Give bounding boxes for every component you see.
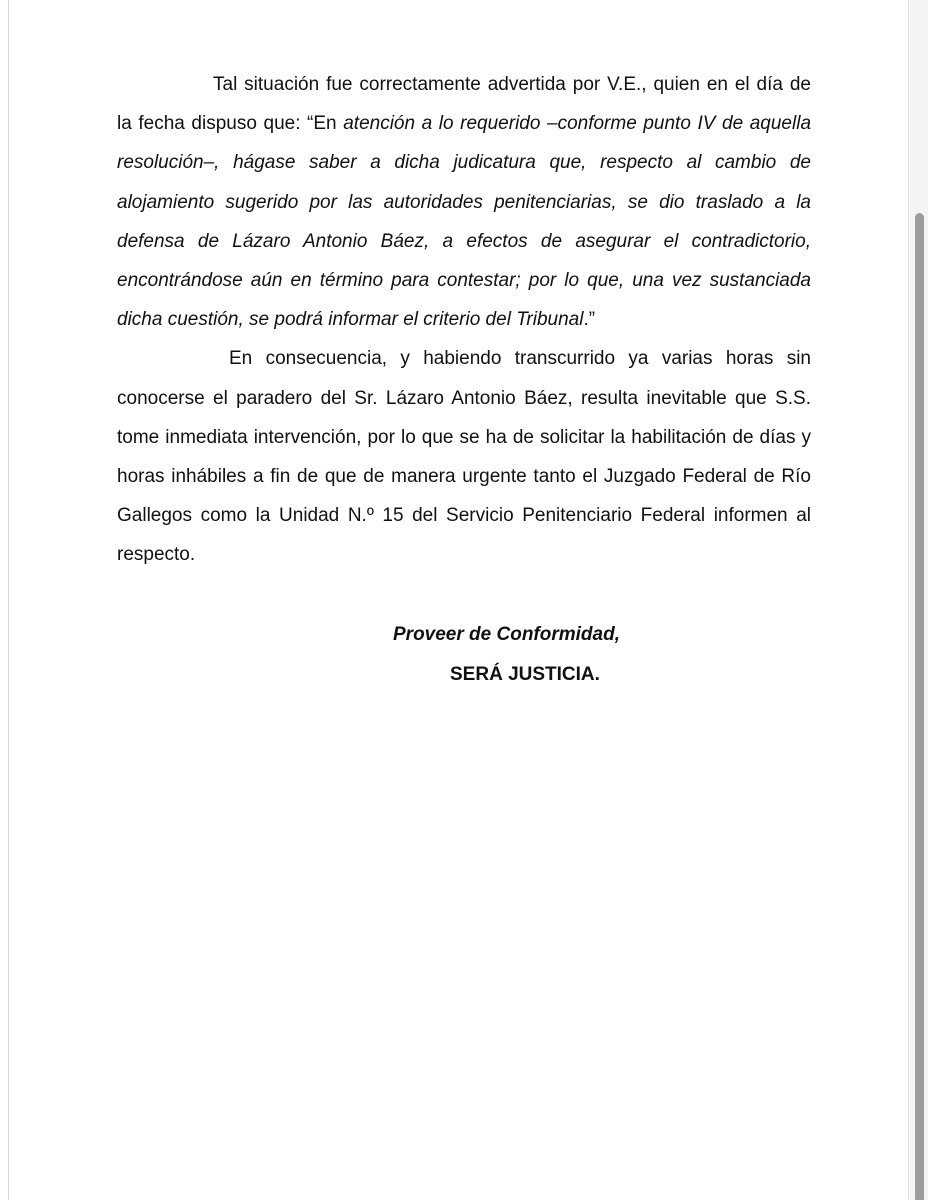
page-left-edge [8,0,9,1200]
document-body [117,65,817,575]
paragraph-2: En consecuencia, y habiendo transcurrido ya varias horas sin conocerse el paradero del Sr. Lázaro Antonio Báez, resulta inevitable que S.S. tome inmediata intervención, por lo que se ha de solicitar la habilitación de días y horas inhábiles a fin de que de manera urgente tanto el Juzgado Federal de Río Gallegos como la Unidad N.º 15 del Servicio Penitenciario Federal informen al respecto. [117,348,811,566]
page-right-edge [908,0,909,1200]
paragraph-1-lead: Tal situación fue correctamente advertida por V.E., quien en el día de la fecha dispuso que: “En [117,74,817,135]
paragraph-1 [117,65,817,339]
closing-request: Proveer de Conformidad, [393,624,620,645]
paragraph-1-tail: .” [583,309,596,331]
scrollbar-thumb[interactable] [915,213,924,1200]
closing-justice: SERÁ JUSTICIA. [450,664,600,685]
paragraph-1-quote: atención a lo requerido –conforme punto IV de aquella resolución–, hágase saber a dicha judicatura que, respecto al cambio de alojamiento sugerido por las autoridades penitenciarias, se dio traslado a la defensa de Lázaro Antonio Báez, a efectos de asegurar el contradictorio, encontrándose aún en término para contestar; por lo que, una vez sustanciada dicha cuestión, se podrá informar el criterio del Tribunal [117,113,817,331]
